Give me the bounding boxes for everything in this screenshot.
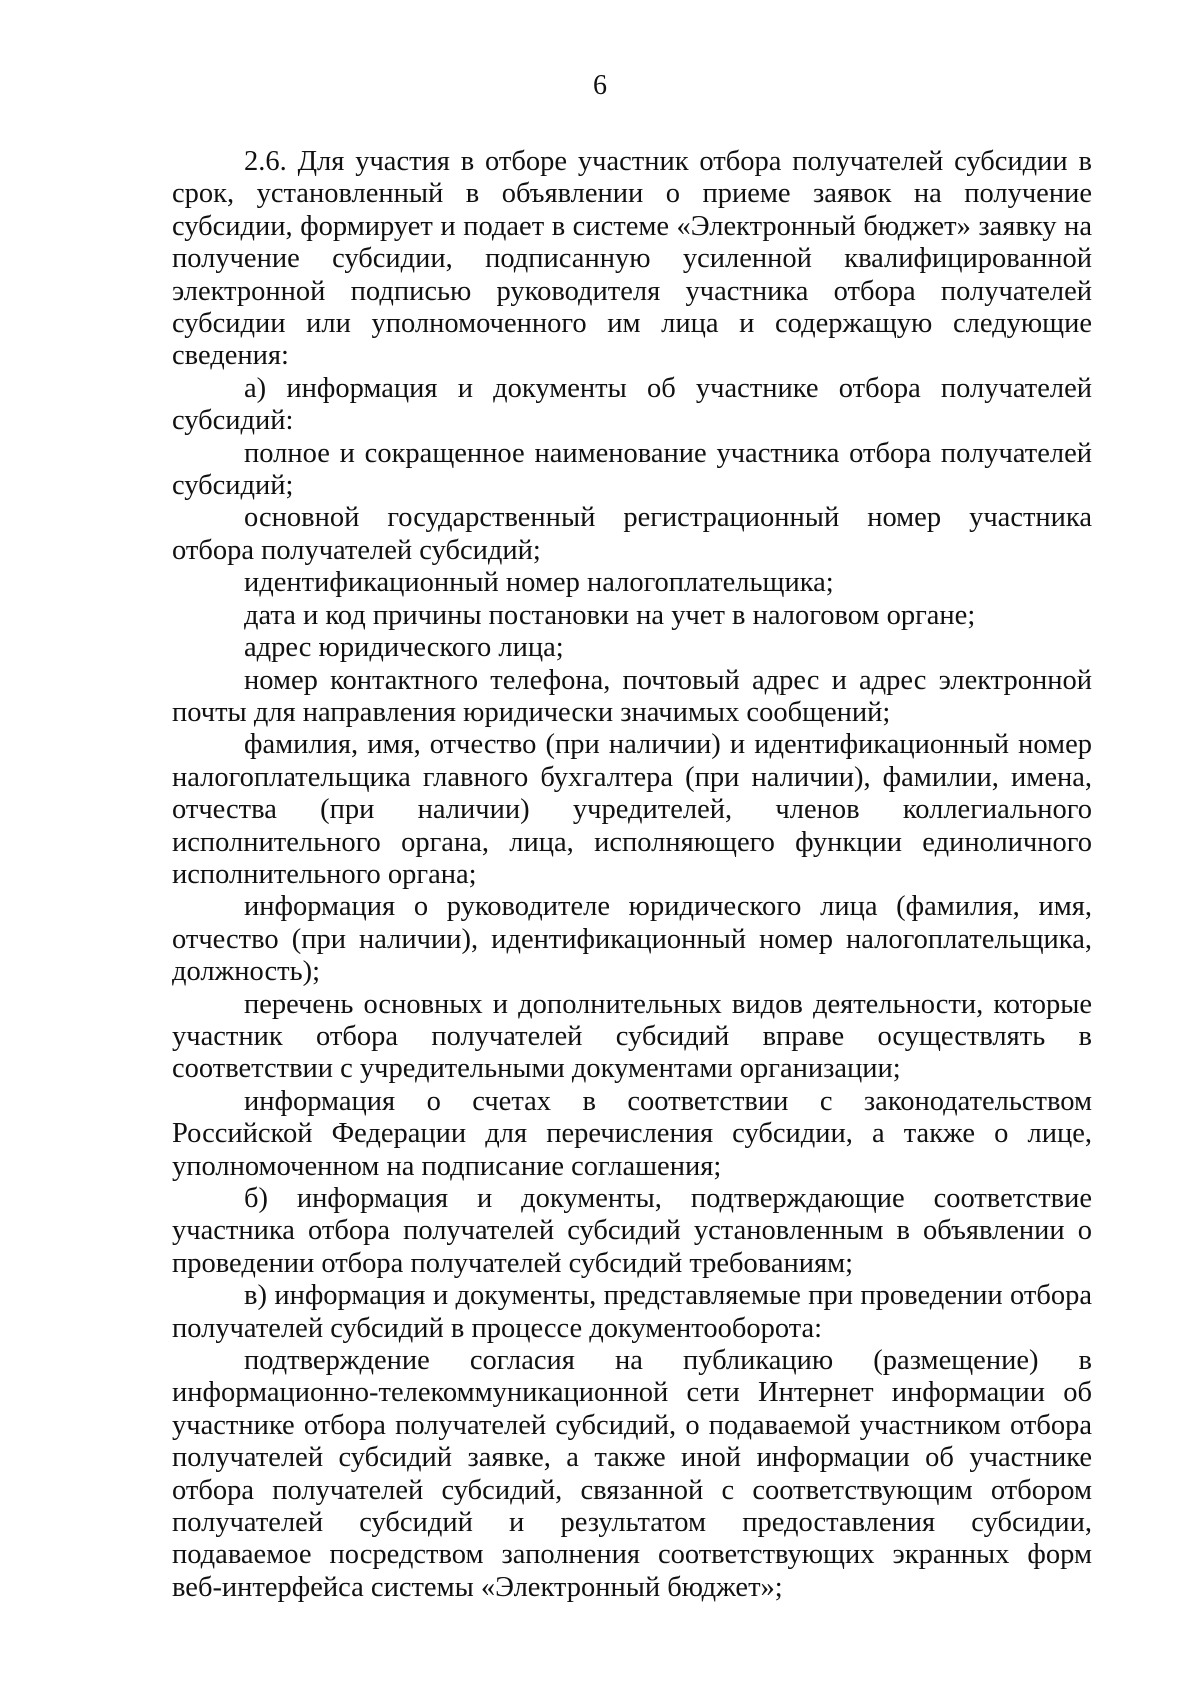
document-body [172, 146, 1092, 1604]
paragraph-2-6-intro: 2.6. Для участия в отборе участник отбора получателей субсидии в срок, установленный в объявлении о приеме заявок на получение субсидии, формирует и подает в системе «Электронный бюджет» заявку на получение субсидии, подписанную усиленной квалифицированной электронной подписью руководителя участника отбора получателей субсидии или уполномоченного им лица и содержащую следующие сведения: [172, 146, 1092, 372]
paragraph-ogrn: основной государственный регистрационный номер участника отбора получателей субсидий; [172, 502, 1092, 566]
paragraph-inn: идентификационный номер налогоплательщика; [244, 567, 834, 599]
paragraph-activities: перечень основных и дополнительных видов деятельности, которые участник отбора получателей субсидий вправе осуществлять в соответствии с учредительными документами организации; [172, 988, 1092, 1085]
paragraph-accountant-founders: фамилия, имя, отчество (при наличии) и идентификационный номер налогоплательщика главного бухгалтера (при наличии), фамилии, имена, отчества (при наличии) учредителей, членов коллегиального исполнительного органа, лица, исполняющего функции единоличного исполнительного органа; [172, 729, 1092, 890]
paragraph-accounts: информация о счетах в соответствии с законодательством Российской Федерации для перечисления субсидии, а также о лице, уполномоченном на подписание соглашения; [172, 1085, 1092, 1182]
page-number: 6 [593, 70, 607, 101]
paragraph-director-info: информация о руководителе юридического лица (фамилия, имя, отчество (при наличии), идентификационный номер налогоплательщика, должность); [172, 891, 1092, 988]
paragraph-kpp: дата и код причины постановки на учет в налоговом органе; [244, 599, 976, 631]
paragraph-item-b: б) информация и документы, подтверждающие соответствие участника отбора получателей субсидий установленным в объявлении о проведении отбора получателей субсидий требованиям; [172, 1183, 1092, 1279]
paragraph-consent: подтверждение согласия на публикацию (размещение) в информационно-телекоммуникационной сети Интернет информации об участнике отбора получателей субсидий, о подаваемой участником отбора получателей субсидий заявке, а также иной информации об участнике отбора получателей субсидий, связанной с соответствующим отбором получателей субсидий и результатом предоставления субсидии, подаваемое посредством заполнения соответствующих экранных форм веб-интерфейса системы «Электронный бюджет»; [172, 1345, 1092, 1603]
paragraph-legal-address: адрес юридического лица; [244, 632, 564, 664]
paragraph-item-v: в) информация и документы, представляемые при проведении отбора получателей субсидий в процессе документооборота: [172, 1280, 1092, 1344]
paragraph-contacts: номер контактного телефона, почтовый адрес и адрес электронной почты для направления юридически значимых сообщений; [172, 664, 1092, 728]
paragraph-full-name: полное и сокращенное наименование участника отбора получателей субсидий; [172, 437, 1092, 502]
paragraph-item-a: а) информация и документы об участнике отбора получателей субсидий: [172, 372, 1092, 437]
